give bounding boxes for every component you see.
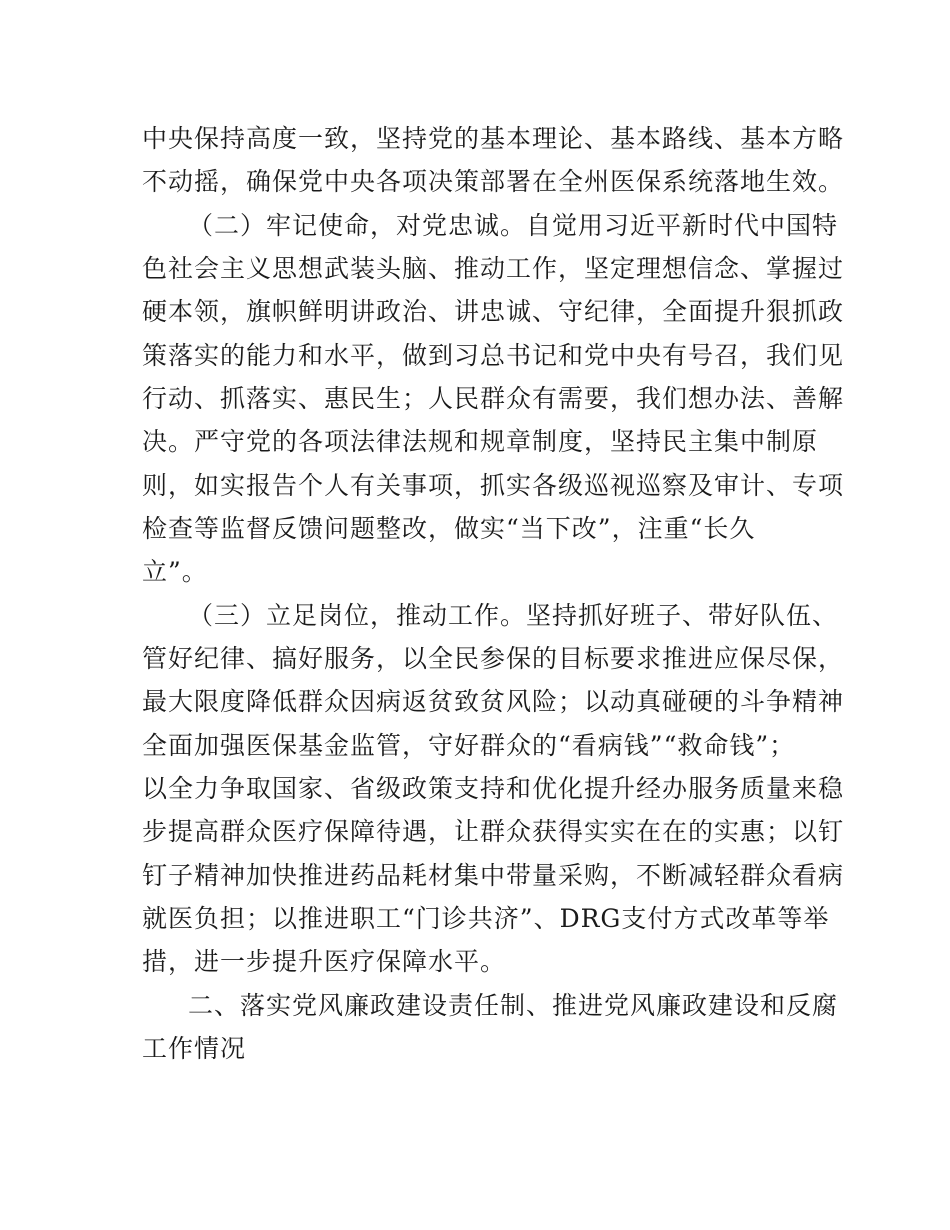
text-line: 以全力争取国家、省级政策支持和优化提升经办服务质量来稳 (142, 774, 845, 803)
text-line: 措，进一步提升医疗保障水平。 (142, 947, 507, 976)
text-line: 全面加强医保基金监管，守好群众的“看病钱”“救命钱”； (142, 731, 796, 760)
text-line: 步提高群众医疗保障待遇，让群众获得实实在在的实惠；以钉 (142, 817, 845, 846)
paragraph-heading-line: （三）立足岗位，推动工作。坚持抓好班子、带好队伍、 (188, 601, 839, 630)
text-line: 不动摇，确保党中央各项决策部署在全州医保系统落地生效。 (142, 167, 845, 196)
text-line: 钉子精神加快推进药品耗材集中带量采购，不断减轻群众看病 (142, 861, 845, 890)
paragraph-heading-line: （二）牢记使命，对党忠诚。自觉用习近平新时代中国特 (188, 211, 839, 240)
text-line: 色社会主义思想武装头脑、推动工作，坚定理想信念、掌握过 (142, 254, 845, 283)
text-line: 则，如实报告个人有关事项，抓实各级巡视巡察及审计、专项 (142, 471, 845, 500)
text-line: 决。严守党的各项法律法规和规章制度，坚持民主集中制原 (142, 427, 819, 456)
text-line: 就医负担；以推进职工“门诊共济”、DRG支付方式改革等举 (142, 904, 830, 933)
text-line: 中央保持高度一致，坚持党的基本理论、基本路线、基本方略 (142, 124, 845, 153)
text-line: 行动、抓落实、惠民生；人民群众有需要，我们想办法、善解 (142, 384, 845, 413)
text-line: 策落实的能力和水平，做到习总书记和党中央有号召，我们见 (142, 341, 845, 370)
text-line: 检查等监督反馈问题整改，做实“当下改”，注重“长久 (142, 514, 756, 543)
text-line: 最大限度降低群众因病返贫致贫风险；以动真碰硬的斗争精神 (142, 687, 845, 716)
text-line: 管好纪律、搞好服务，以全民参保的目标要求推进应保尽保， (142, 644, 845, 673)
text-line: 硬本领，旗帜鲜明讲政治、讲忠诚、守纪律，全面提升狠抓政 (142, 297, 845, 326)
text-line: 立”。 (142, 557, 208, 586)
section-heading-line: 二、落实党风廉政建设责任制、推进党风廉政建设和反腐 (188, 991, 839, 1020)
section-heading-line: 工作情况 (142, 1034, 247, 1063)
